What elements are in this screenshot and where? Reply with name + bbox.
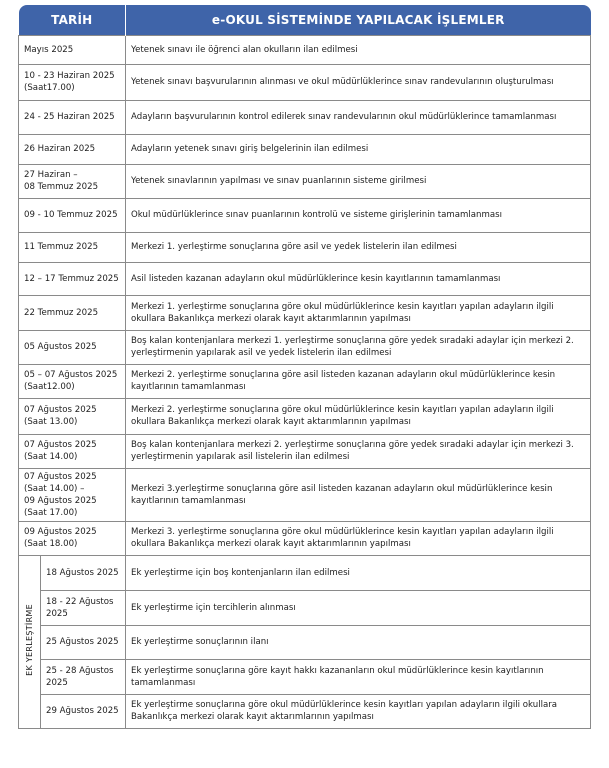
date-line: 07 Ağustos 2025 bbox=[24, 440, 97, 450]
table-row bbox=[19, 521, 591, 555]
date-line: 05 – 07 Ağustos 2025 bbox=[24, 370, 118, 380]
date-line: (Saat 14.00) bbox=[24, 452, 78, 462]
date-line: (Saat12.00) bbox=[24, 382, 75, 392]
date-cell bbox=[19, 134, 126, 164]
action-cell: Ek yerleştirme sonuçlarına göre okul müdürlüklerince kesin kayıtları yapılan adayların ilgili okullara Bakanlıkça merkezi olarak kayıt aktarımlarının yapılması bbox=[126, 694, 591, 728]
date-cell bbox=[19, 295, 126, 330]
action-cell: Merkezi 3. yerleştirme sonuçlarına göre okul müdürlüklerince kesin kayıtları yapılan adayların ilgili okullara Bakanlıkça merkezi olarak kayıt aktarımlarının yapılması bbox=[126, 521, 591, 555]
ek-section-label: EK YERLEŞTİRME bbox=[24, 603, 34, 676]
date-line: Mayıs 2025 bbox=[24, 44, 74, 55]
action-cell: Adayların yetenek sınavı giriş belgelerinin ilan edilmesi bbox=[126, 134, 591, 164]
date-line: 25 Ağustos 2025 bbox=[46, 637, 119, 647]
ek-row bbox=[19, 625, 591, 659]
table-row bbox=[19, 35, 591, 64]
action-cell: Ek yerleştirme sonuçlarının ilanı bbox=[126, 625, 591, 659]
date-cell bbox=[41, 659, 126, 694]
date-cell bbox=[19, 232, 126, 262]
date-cell bbox=[19, 100, 126, 134]
action-cell: Yetenek sınavı ile öğrenci alan okulların ilan edilmesi bbox=[126, 35, 591, 64]
table-row bbox=[19, 468, 591, 521]
date-line: 2025 bbox=[46, 608, 68, 619]
table-row bbox=[19, 164, 591, 198]
date-cell bbox=[41, 590, 126, 625]
date-line: 05 Ağustos 2025 bbox=[24, 342, 97, 352]
ek-section-label-cell bbox=[19, 555, 41, 728]
date-cell bbox=[19, 521, 126, 555]
date-line: 12 – 17 Temmuz 2025 bbox=[24, 273, 119, 284]
date-line: 09 Ağustos 2025 bbox=[24, 527, 97, 537]
action-cell: Asil listeden kazanan adayların okul müdürlüklerince kesin kayıtlarının tamamlanması bbox=[126, 262, 591, 295]
action-cell: Okul müdürlüklerince sınav puanlarının kontrolü ve sisteme girişlerinin tamamlanması bbox=[126, 198, 591, 232]
table-body bbox=[19, 35, 591, 728]
date-cell bbox=[41, 694, 126, 728]
date-line: 2025 bbox=[46, 677, 68, 688]
table-row bbox=[19, 198, 591, 232]
date-line: (Saat 14.00) – bbox=[24, 483, 85, 494]
date-line: 07 Ağustos 2025 bbox=[24, 405, 97, 415]
table-row bbox=[19, 134, 591, 164]
date-line: 27 Haziran – bbox=[24, 170, 78, 180]
action-cell: Merkezi 1. yerleştirme sonuçlarına göre okul müdürlüklerince kesin kayıtları yapılan adayların ilgili okullara Bakanlıkça merkezi olarak kayıt aktarımlarının yapılması bbox=[126, 295, 591, 330]
action-cell: Yetenek sınavı başvurularının alınması ve okul müdürlüklerince sınav randevularının oluşturulması bbox=[126, 64, 591, 100]
date-line: 10 - 23 Haziran 2025 bbox=[24, 71, 115, 81]
date-line: (Saat 18.00) bbox=[24, 539, 78, 549]
date-cell bbox=[19, 468, 126, 521]
ek-row bbox=[19, 659, 591, 694]
table-row bbox=[19, 398, 591, 434]
date-line: 11 Temmuz 2025 bbox=[24, 242, 99, 252]
ek-row bbox=[19, 694, 591, 728]
action-cell: Merkezi 2. yerleştirme sonuçlarına göre asil listeden kazanan adayların okul müdürlüklerince kesin kayıtlarının tamamlanması bbox=[126, 364, 591, 398]
date-line: 22 Temmuz 2025 bbox=[24, 307, 99, 318]
action-cell: Boş kalan kontenjanlara merkezi 1. yerleştirme sonuçlarına göre yedek sıradaki adaylar için merkezi 2. yerleştirmenin yapılarak asil ve yedek listelerin ilan edilmesi bbox=[126, 330, 591, 364]
date-cell bbox=[41, 555, 126, 590]
schedule-table bbox=[18, 5, 591, 729]
date-line: 09 Ağustos 2025 bbox=[24, 495, 97, 506]
table-row bbox=[19, 100, 591, 134]
table-row bbox=[19, 364, 591, 398]
header-actions: e-OKUL SİSTEMİNDE YAPILACAK İŞLEMLER bbox=[126, 5, 591, 35]
action-cell: Merkezi 3.yerleştirme sonuçlarına göre asil listeden kazanan adayların okul müdürlüklerince kesin kayıtlarının tamamlanması bbox=[126, 468, 591, 521]
date-line: (Saat 17.00) bbox=[24, 507, 78, 518]
date-line: (Saat 13.00) bbox=[24, 417, 78, 427]
date-line: 18 - 22 Ağustos bbox=[46, 596, 114, 607]
date-cell bbox=[19, 198, 126, 232]
date-line: 18 Ağustos 2025 bbox=[46, 567, 119, 578]
date-cell bbox=[19, 434, 126, 468]
date-cell bbox=[19, 262, 126, 295]
date-line: 25 - 28 Ağustos bbox=[46, 665, 114, 676]
date-cell bbox=[19, 35, 126, 64]
table-row bbox=[19, 64, 591, 100]
table-row bbox=[19, 295, 591, 330]
date-cell bbox=[19, 330, 126, 364]
date-line: 24 - 25 Haziran 2025 bbox=[24, 112, 115, 122]
date-cell bbox=[41, 625, 126, 659]
date-line: 26 Haziran 2025 bbox=[24, 144, 96, 154]
date-line: 29 Ağustos 2025 bbox=[46, 706, 119, 716]
ek-row bbox=[19, 555, 591, 590]
action-cell: Boş kalan kontenjanlara merkezi 2. yerleştirme sonuçlarına göre yedek sıradaki adaylar için merkezi 3. yerleştirmenin yapılarak asil listelerin ilan edilmesi bbox=[126, 434, 591, 468]
ek-row bbox=[19, 590, 591, 625]
date-cell bbox=[19, 164, 126, 198]
action-cell: Ek yerleştirme sonuçlarına göre kayıt hakkı kazananların okul müdürlüklerince kesin kayıtlarının tamamlanması bbox=[126, 659, 591, 694]
action-cell: Merkezi 2. yerleştirme sonuçlarına göre okul müdürlüklerince kesin kayıtları yapılan adayların ilgili okullara Bakanlıkça merkezi olarak kayıt aktarımlarının yapılması bbox=[126, 398, 591, 434]
header-date: TARİH bbox=[19, 5, 126, 35]
date-cell bbox=[19, 398, 126, 434]
table-row bbox=[19, 330, 591, 364]
table-row bbox=[19, 232, 591, 262]
date-line: 07 Ağustos 2025 bbox=[24, 471, 97, 482]
table-row bbox=[19, 434, 591, 468]
action-cell: Ek yerleştirme için boş kontenjanların ilan edilmesi bbox=[126, 555, 591, 590]
table-row bbox=[19, 262, 591, 295]
action-cell: Yetenek sınavlarının yapılması ve sınav puanlarının sisteme girilmesi bbox=[126, 164, 591, 198]
action-cell: Adayların başvurularının kontrol edilerek sınav randevularının okul müdürlüklerince tamamlanması bbox=[126, 100, 591, 134]
date-line: 09 - 10 Temmuz 2025 bbox=[24, 210, 118, 220]
date-cell bbox=[19, 64, 126, 100]
action-cell: Ek yerleştirme için tercihlerin alınması bbox=[126, 590, 591, 625]
action-cell: Merkezi 1. yerleştirme sonuçlarına göre asil ve yedek listelerin ilan edilmesi bbox=[126, 232, 591, 262]
table-header-row bbox=[19, 5, 591, 35]
schedule-document bbox=[18, 5, 590, 729]
date-cell bbox=[19, 364, 126, 398]
date-line: (Saat17.00) bbox=[24, 83, 75, 93]
date-line: 08 Temmuz 2025 bbox=[24, 182, 99, 192]
